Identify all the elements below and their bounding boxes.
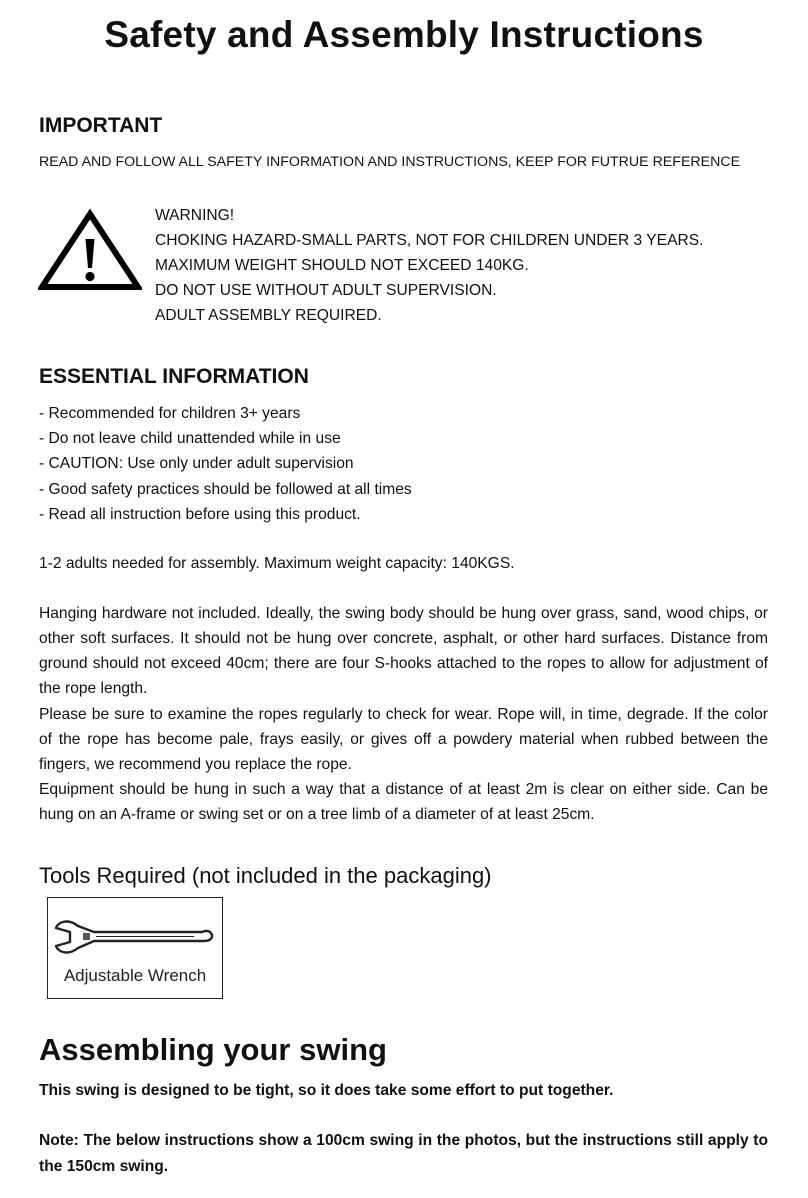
list-item: - Recommended for children 3+ years (39, 405, 301, 422)
assembling-heading: Assembling your swing (39, 1032, 387, 1067)
warning-line: DO NOT USE WITHOUT ADULT SUPERVISION. (155, 282, 497, 299)
essential-heading: ESSENTIAL INFORMATION (39, 365, 309, 388)
page-title: Safety and Assembly Instructions (104, 14, 704, 55)
list-item: - CAUTION: Use only under adult supervision (39, 455, 354, 473)
warning-line: ADULT ASSEMBLY REQUIRED. (155, 307, 382, 324)
important-heading: IMPORTANT (39, 114, 163, 137)
essential-list (39, 401, 412, 527)
warning-line: MAXIMUM WEIGHT SHOULD NOT EXCEED 140KG. (155, 257, 529, 274)
ropes-paragraph: Please be sure to examine the ropes regularly to check for wear. Rope will, in time, degrade. If the color of the rope has become pale, frays easily, or gives off a powdery material when rubbed between the fingers, we recommend you replace the rope. (39, 706, 768, 774)
warning-line: CHOKING HAZARD-SMALL PARTS, NOT FOR CHILDREN UNDER 3 YEARS. (155, 232, 704, 249)
warning-triangle-icon (38, 208, 142, 292)
adjustable-wrench-icon (54, 912, 218, 962)
equipment-paragraph: Equipment should be hung in such a way that a distance of at least 2m is clear on either side. Can be hung on an A-frame or swing set or on a tree limb of a diameter of at least 25cm. (39, 781, 768, 824)
list-item: - Good safety practices should be followed at all times (39, 480, 412, 498)
list-item: - Read all instruction before using this product. (39, 505, 361, 523)
warning-line: WARNING! (155, 207, 235, 224)
important-subline: READ AND FOLLOW ALL SAFETY INFORMATION AND INSTRUCTIONS, KEEP FOR FUTRUE REFERENCE (39, 154, 741, 170)
tools-heading: Tools Required (not included in the packaging) (39, 863, 492, 888)
tight-note: This swing is designed to be tight, so it does take some effort to put together. (39, 1082, 614, 1099)
warning-text (155, 203, 703, 328)
list-item: - Do not leave child unattended while in use (39, 430, 341, 448)
size-note: Note: The below instructions show a 100cm swing in the photos, but the instructions still apply to the 150cm swing. (39, 1132, 768, 1175)
hanging-paragraph: Hanging hardware not included. Ideally, the swing body should be hung over grass, sand, wood chips, or other soft surfaces. It should not be hung over concrete, asphalt, or other hard surfaces. Distance from ground should not exceed 40cm; there are four S-hooks attached to the ropes to allow for adjustment of the rope length. (39, 605, 768, 698)
tool-card (47, 897, 223, 999)
wrench-label: Adjustable Wrench (63, 966, 207, 985)
adults-needed-text: 1-2 adults needed for assembly. Maximum weight capacity: 140KGS. (39, 555, 515, 572)
